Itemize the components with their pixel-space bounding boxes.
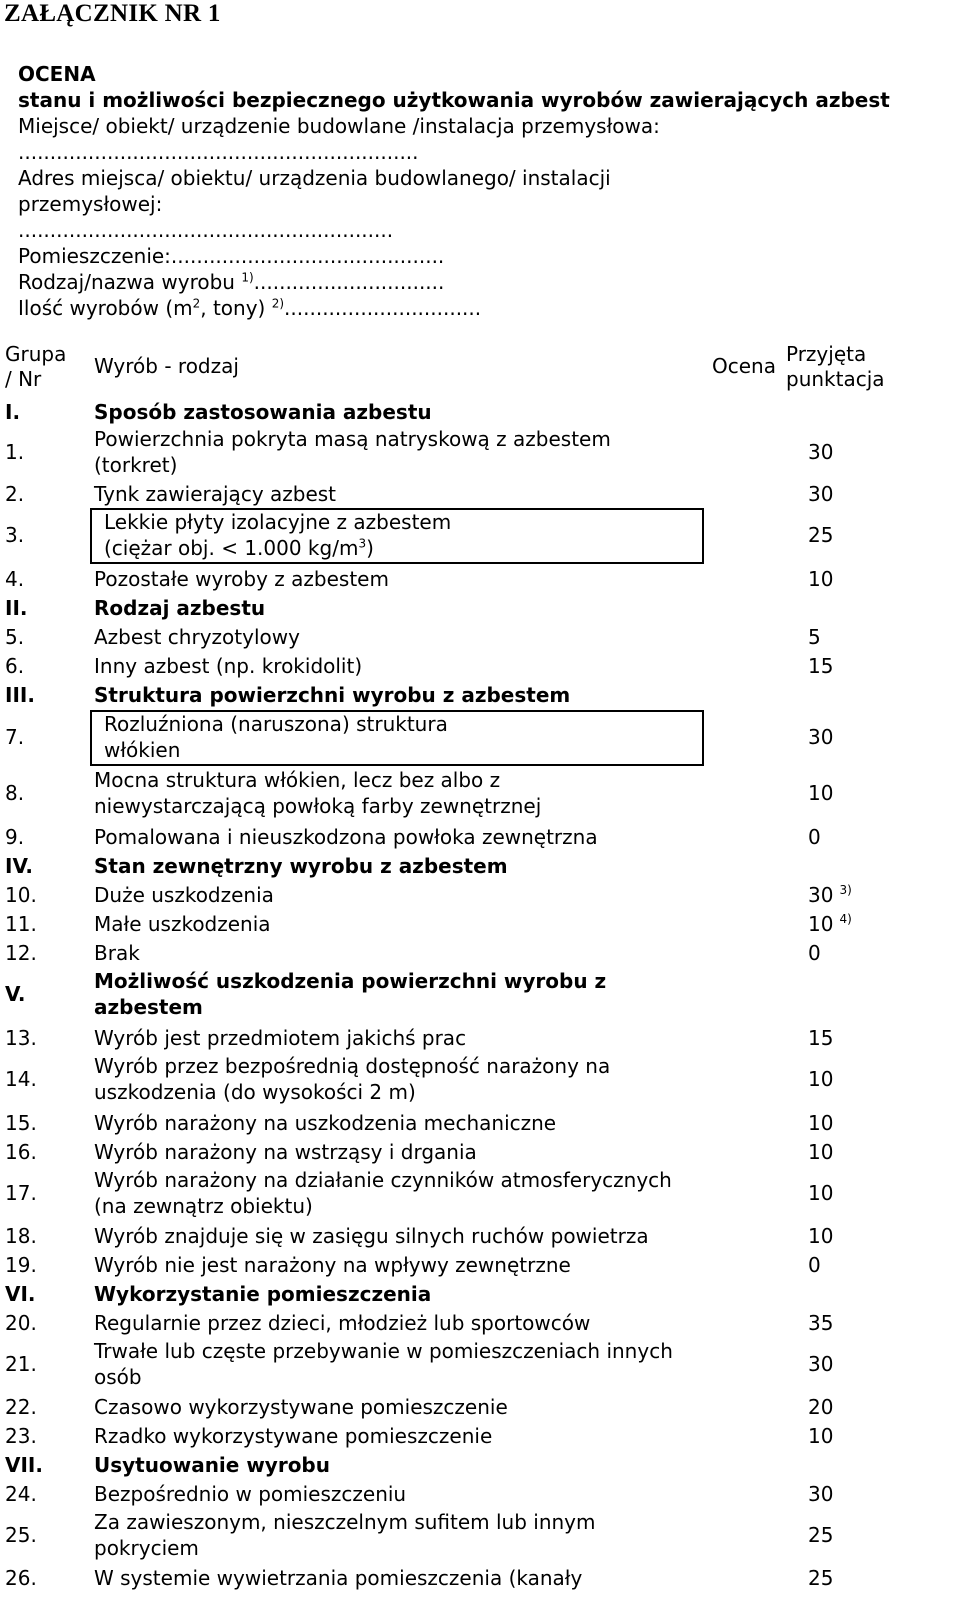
table-row — [0, 941, 960, 970]
row-nr: 12. — [5, 941, 37, 965]
row-text — [94, 1338, 673, 1390]
row-nr: 6. — [5, 654, 25, 678]
row-nr: 2. — [5, 482, 25, 506]
table-row — [0, 1282, 960, 1311]
table-row — [0, 1055, 960, 1111]
row-text-line: Powierzchnia pokryta masą natryskową z azbestem — [94, 427, 611, 451]
col-group-line-1: Grupa — [5, 342, 67, 366]
table-row — [0, 825, 960, 854]
unit-superscript: 3 — [358, 536, 367, 551]
row-text-line: Trwałe lub częste przebywanie w pomieszczeniach innych — [94, 1339, 673, 1363]
row-text-line: Rozluźniona (naruszona) struktura — [104, 712, 448, 736]
product-label: Rodzaj/nazwa wyrobu — [18, 270, 235, 294]
row-text: Duże uszkodzenia — [94, 883, 274, 907]
table-row — [0, 713, 960, 769]
annex-title: ZAŁĄCZNIK NR 1 — [4, 0, 221, 27]
row-nr: 8. — [5, 781, 25, 805]
heading: OCENA — [18, 62, 96, 86]
table-row — [0, 1340, 960, 1395]
table-row — [0, 1224, 960, 1253]
assessment-table — [0, 342, 960, 1595]
row-text — [104, 711, 448, 763]
subheading: stanu i możliwości bezpiecznego użytkowania wyrobów zawierających azbest — [18, 88, 890, 112]
row-text: Regularnie przez dzieci, młodzież lub sportowców — [94, 1311, 591, 1335]
row-text: Rzadko wykorzystywane pomieszczenie — [94, 1424, 493, 1448]
table-row — [0, 1169, 960, 1224]
table-row — [0, 1453, 960, 1482]
quantity-line — [18, 295, 953, 321]
row-points: 25 — [808, 1566, 834, 1590]
row-text: Wyrób narażony na uszkodzenia mechaniczne — [94, 1111, 557, 1135]
row-points: 5 — [808, 625, 821, 649]
points-value: 30 — [808, 883, 834, 907]
assessment-header — [18, 61, 953, 321]
row-text: Wyrób narażony na wstrząsy i drgania — [94, 1140, 477, 1164]
row-text-line: (torkret) — [94, 453, 178, 477]
place-label: Miejsce/ obiekt/ urządzenie budowlane /instalacja przemysłowa: — [18, 114, 660, 138]
row-points: 0 — [808, 825, 821, 849]
table-row — [0, 683, 960, 713]
row-points: 10 — [808, 567, 834, 591]
row-points: 10 — [808, 1181, 834, 1205]
section-title: Stan zewnętrzny wyrobu z azbestem — [94, 854, 508, 878]
section-title: Wykorzystanie pomieszczenia — [94, 1282, 432, 1306]
row-text: Brak — [94, 941, 140, 965]
table-row — [0, 1395, 960, 1424]
table-row — [0, 511, 960, 567]
row-nr: 24. — [5, 1482, 37, 1506]
row-text-line: pokryciem — [94, 1536, 199, 1560]
place-dots: ............................................................... — [18, 140, 419, 164]
row-text-line — [104, 535, 451, 561]
row-text — [94, 426, 611, 478]
row-nr: 7. — [5, 725, 25, 749]
table-row — [0, 912, 960, 941]
row-text-line: Możliwość uszkodzenia powierzchni wyrobu z — [94, 969, 607, 993]
row-points — [808, 912, 852, 936]
row-nr: 15. — [5, 1111, 37, 1135]
row-points: 25 — [808, 1523, 834, 1547]
qty-label-a: Ilość wyrobów (m — [18, 296, 193, 320]
row-points: 10 — [808, 1140, 834, 1164]
row-text: Wyrób jest przedmiotem jakichś prac — [94, 1026, 467, 1050]
qty-sup-m: 2 — [192, 296, 201, 311]
row-nr: 13. — [5, 1026, 37, 1050]
address-label-1: Adres miejsca/ obiektu/ urządzenia budowlanego/ instalacji — [18, 166, 611, 190]
row-points: 35 — [808, 1311, 834, 1335]
section-title: Rodzaj azbestu — [94, 596, 266, 620]
row-nr: V. — [5, 982, 26, 1006]
row-points: 10 — [808, 1224, 834, 1248]
table-row — [0, 970, 960, 1026]
address-label-2: przemysłowej: — [18, 192, 163, 216]
row-points: 30 — [808, 482, 834, 506]
section-title: Sposób zastosowania azbestu — [94, 400, 432, 424]
room-label: Pomieszczenie:........................................... — [18, 244, 445, 268]
table-row — [0, 769, 960, 825]
points-footnote: 4) — [839, 912, 852, 927]
table-row — [0, 1311, 960, 1340]
row-nr: 11. — [5, 912, 37, 936]
product-dots: .............................. — [253, 270, 445, 294]
row-text-line: niewystarczającą powłoką farby zewnętrznej — [94, 794, 542, 818]
row-text-line: (na zewnątrz obiektu) — [94, 1194, 313, 1218]
row-text — [94, 1509, 596, 1561]
row-points: 30 — [808, 1482, 834, 1506]
section-title — [94, 968, 606, 1020]
row-points — [808, 883, 852, 907]
row-points: 0 — [808, 1253, 821, 1277]
table-row — [0, 482, 960, 511]
row-nr: 21. — [5, 1352, 37, 1376]
row-text: Azbest chryzotylowy — [94, 625, 300, 649]
table-row — [0, 1140, 960, 1169]
table-row — [0, 1566, 960, 1595]
table-row — [0, 883, 960, 912]
table-row — [0, 1424, 960, 1453]
address-dots: ........................................................... — [18, 218, 394, 242]
table-row — [0, 400, 960, 428]
row-nr: I. — [5, 400, 21, 424]
row-points: 15 — [808, 1026, 834, 1050]
row-nr: 26. — [5, 1566, 37, 1590]
row-points: 10 — [808, 1111, 834, 1135]
row-nr: 17. — [5, 1181, 37, 1205]
row-points: 0 — [808, 941, 821, 965]
qty-label-b: , tony) — [200, 296, 266, 320]
row-text-part: ) — [366, 536, 374, 560]
row-nr: VII. — [5, 1453, 43, 1477]
table-row — [0, 1111, 960, 1140]
row-nr: 25. — [5, 1523, 37, 1547]
row-nr: 23. — [5, 1424, 37, 1448]
row-nr: 19. — [5, 1253, 37, 1277]
row-text: Wyrób znajduje się w zasięgu silnych ruchów powietrza — [94, 1224, 649, 1248]
table-row — [0, 854, 960, 883]
row-text-line: Za zawieszonym, nieszczelnym sufitem lub innym — [94, 1510, 596, 1534]
row-nr: 20. — [5, 1311, 37, 1335]
qty-footnote: 2) — [271, 296, 285, 311]
qty-dots: ............................... — [284, 296, 482, 320]
row-nr: 10. — [5, 883, 37, 907]
table-row — [0, 1511, 960, 1566]
row-text-line: włókien — [104, 738, 181, 762]
table-row — [0, 1482, 960, 1511]
table-row — [0, 428, 960, 482]
col-points-line-2: punktacja — [786, 367, 885, 391]
row-points: 30 — [808, 1352, 834, 1376]
row-points: 10 — [808, 781, 834, 805]
row-text: Wyrób nie jest narażony na wpływy zewnętrzne — [94, 1253, 571, 1277]
row-nr: 1. — [5, 440, 25, 464]
row-nr: 4. — [5, 567, 25, 591]
table-row — [0, 596, 960, 625]
row-text — [94, 1053, 610, 1105]
row-text-line: azbestem — [94, 995, 203, 1019]
row-nr: 3. — [5, 523, 25, 547]
product-line — [18, 269, 953, 295]
row-nr: 16. — [5, 1140, 37, 1164]
row-text: Pozostałe wyroby z azbestem — [94, 567, 389, 591]
row-text — [104, 509, 451, 561]
table-row — [0, 1253, 960, 1282]
points-footnote: 3) — [839, 883, 852, 898]
col-points — [786, 342, 885, 392]
row-points: 15 — [808, 654, 834, 678]
row-text: Pomalowana i nieuszkodzona powłoka zewnętrzna — [94, 825, 598, 849]
row-text: Czasowo wykorzystywane pomieszczenie — [94, 1395, 508, 1419]
table-row — [0, 567, 960, 596]
row-points: 20 — [808, 1395, 834, 1419]
row-nr: 18. — [5, 1224, 37, 1248]
row-text: W systemie wywietrzania pomieszczenia (kanały — [94, 1566, 583, 1590]
row-nr: 22. — [5, 1395, 37, 1419]
row-nr: 14. — [5, 1067, 37, 1091]
row-text-part: (ciężar obj. < 1.000 kg/m — [104, 536, 359, 560]
col-group-line-2: / Nr — [5, 367, 42, 391]
row-nr: VI. — [5, 1282, 36, 1306]
row-nr: II. — [5, 596, 28, 620]
row-nr: 5. — [5, 625, 25, 649]
row-text-line: Wyrób przez bezpośrednią dostępność narażony na — [94, 1054, 611, 1078]
row-points: 25 — [808, 523, 834, 547]
section-title: Struktura powierzchni wyrobu z azbestem — [94, 683, 571, 707]
table-header — [0, 342, 960, 400]
row-points: 30 — [808, 440, 834, 464]
row-nr: III. — [5, 683, 35, 707]
section-title: Usytuowanie wyrobu — [94, 1453, 330, 1477]
col-points-line-1: Przyjęta — [786, 342, 867, 366]
row-text: Bezpośrednio w pomieszczeniu — [94, 1482, 407, 1506]
row-text — [94, 1167, 672, 1219]
row-text: Małe uszkodzenia — [94, 912, 271, 936]
row-points: 10 — [808, 1424, 834, 1448]
table-row — [0, 625, 960, 654]
row-text-line: Lekkie płyty izolacyjne z azbestem — [104, 510, 452, 534]
row-text-line: Mocna struktura włókien, lecz bez albo z — [94, 768, 501, 792]
row-text: Inny azbest (np. krokidolit) — [94, 654, 363, 678]
points-value: 10 — [808, 912, 834, 936]
row-text — [94, 767, 541, 819]
row-nr: 9. — [5, 825, 25, 849]
row-text-line: Wyrób narażony na działanie czynników atmosferycznych — [94, 1168, 672, 1192]
col-group — [5, 342, 66, 392]
row-text-line: osób — [94, 1365, 142, 1389]
table-row — [0, 1026, 960, 1055]
row-points: 30 — [808, 725, 834, 749]
row-points: 10 — [808, 1067, 834, 1091]
product-footnote: 1) — [241, 270, 254, 285]
row-text: Tynk zawierający azbest — [94, 482, 337, 506]
col-rating: Ocena — [712, 354, 776, 378]
col-product: Wyrób - rodzaj — [94, 354, 239, 378]
table-row — [0, 654, 960, 683]
row-nr: IV. — [5, 854, 33, 878]
row-text-line: uszkodzenia (do wysokości 2 m) — [94, 1080, 416, 1104]
